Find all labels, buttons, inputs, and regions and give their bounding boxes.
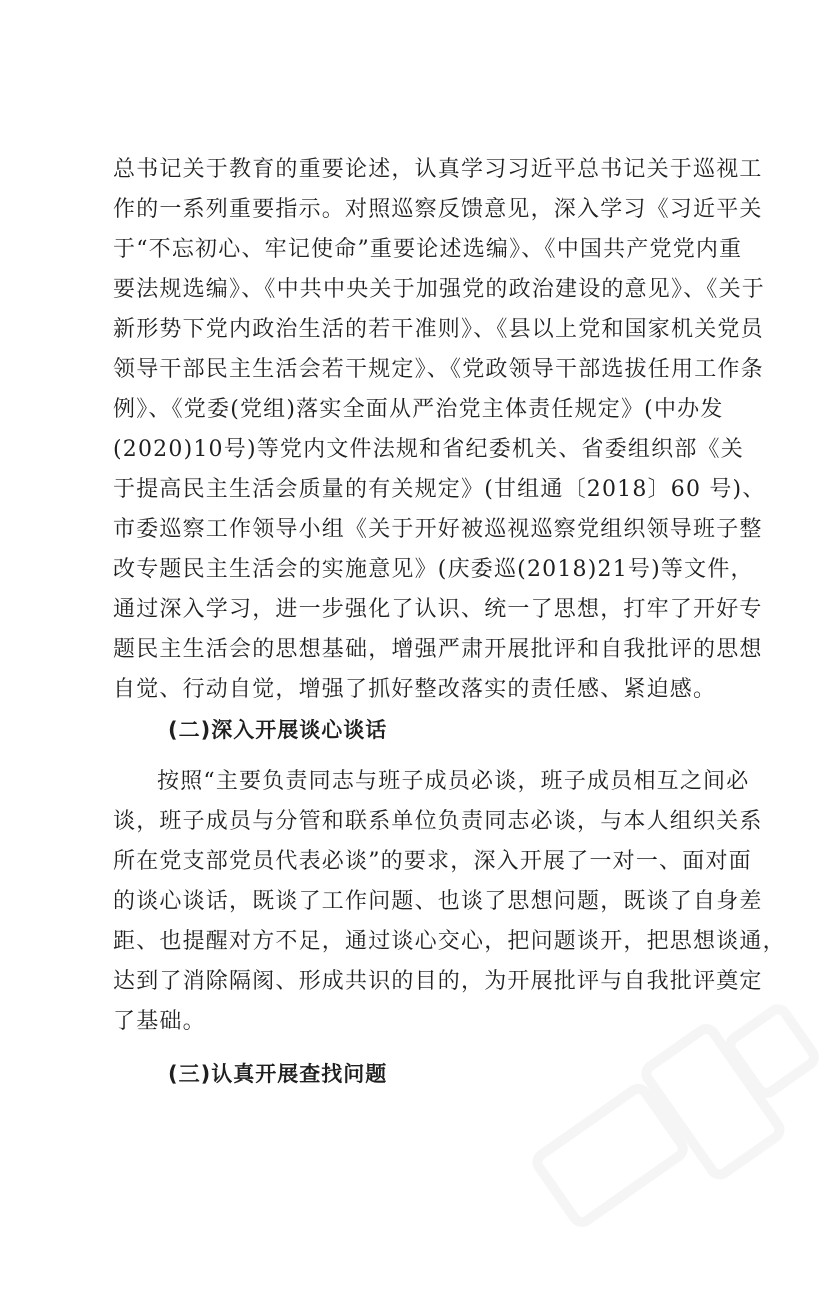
spacer <box>113 1042 723 1054</box>
paragraph-line: 达到了消除隔阂、形成共识的目的，为开展批评与自我批评奠定 <box>113 969 763 994</box>
spacer <box>113 750 723 762</box>
paragraph-line: 市委巡察工作领导小组《关于开好被巡视巡察党组织领导班子整 <box>113 517 763 542</box>
paragraph-line: 作的一系列重要指示。对照巡察反馈意见，深入学习《习近平关 <box>113 197 763 222</box>
paragraph-line: (2020)10号)等党内文件法规和省纪委机关、省委组织部《关 <box>113 437 744 462</box>
paragraph-line: 题民主生活会的思想基础，增强严肃开展批评和自我批评的思想 <box>113 637 763 662</box>
paragraph-line: 自觉、行动自觉，增强了抓好整改落实的责任感、紧迫感。 <box>113 677 717 702</box>
paragraph-line: 改专题民主生活会的实施意见》(庆委巡(2018)21号)等文件， <box>113 557 754 582</box>
paragraph-study <box>113 150 766 710</box>
paragraph-line: 领导干部民主生活会若干规定》、《党政领导干部选拔任用工作条 <box>113 357 764 382</box>
section-heading-problems: (三)认真开展查找问题 <box>168 1062 388 1086</box>
paragraph-line: 于“不忘初心、牢记使命”重要论述选编》、《中国共产党党内重 <box>113 237 743 262</box>
paragraph-line: 于提高民主生活会质量的有关规定》(甘组通〔2018〕60 号)、 <box>113 477 766 502</box>
paragraph-line: 总书记关于教育的重要论述，认真学习习近平总书记关于巡视工 <box>113 157 763 182</box>
paragraph-line: 按照“主要负责同志与班子成员必谈，班子成员相互之间必 <box>157 769 750 794</box>
paragraph-line: 所在党支部党员代表必谈”的要求，深入开展了一对一、面对面 <box>113 849 752 874</box>
paragraph-line: 新形势下党内政治生活的若干准则》、《县以上党和国家机关党员 <box>113 317 764 342</box>
section-heading-talks: (二)深入开展谈心谈话 <box>168 718 388 742</box>
paragraph-line: 通过深入学习，进一步强化了认识、统一了思想，打牢了开好专 <box>113 597 763 622</box>
paragraph-line: 要法规选编》、《中共中央关于加强党的政治建设的意见》、《关于 <box>113 277 766 302</box>
paragraph-line: 例》、《党委(党组)落实全面从严治党主体责任规定》(中办发 <box>113 397 724 422</box>
document-body <box>113 150 786 1094</box>
paragraph-line: 距、也提醒对方不足，通过谈心交心，把问题谈开，把思想谈通， <box>113 929 786 954</box>
paragraph-line: 的谈心谈话，既谈了工作问题、也谈了思想问题，既谈了自身差 <box>113 889 763 914</box>
paragraph-line: 谈，班子成员与分管和联系单位负责同志必谈，与本人组织关系 <box>113 809 763 834</box>
paragraph-talks <box>113 762 786 1042</box>
paragraph-line: 了基础。 <box>113 1009 206 1034</box>
